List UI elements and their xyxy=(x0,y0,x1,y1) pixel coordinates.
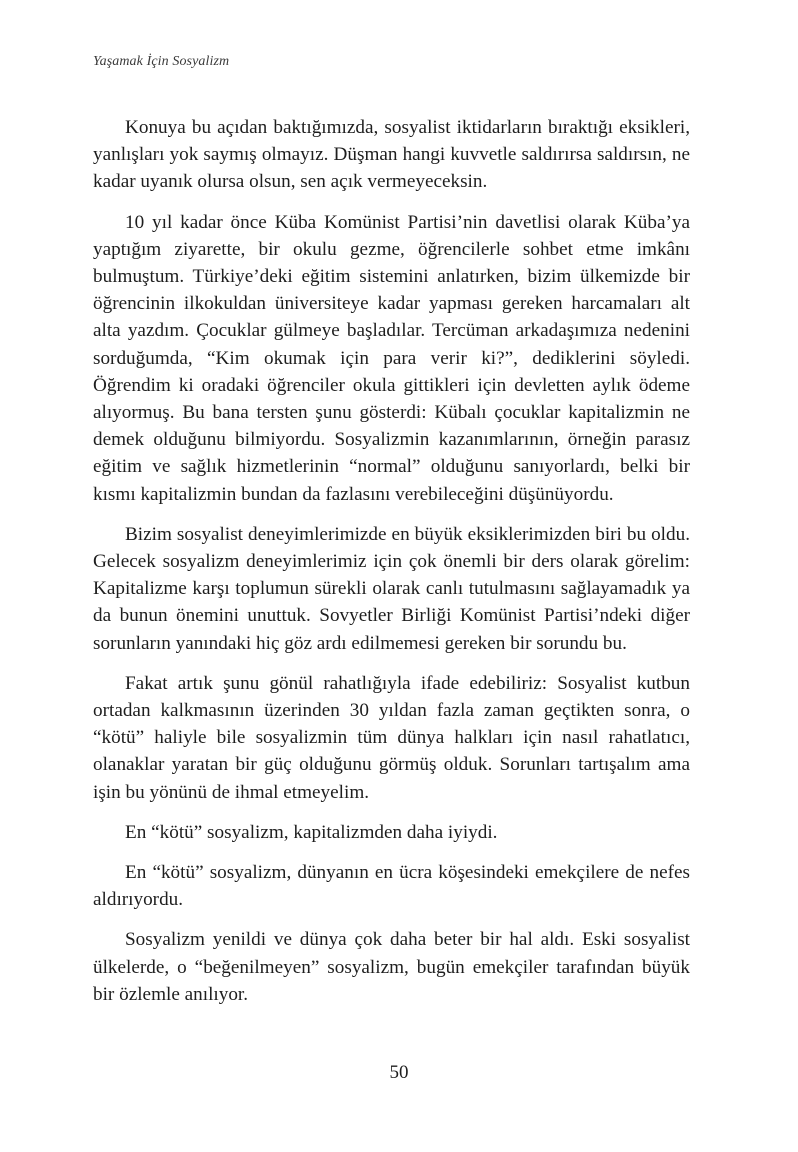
paragraph-7: Sosyalizm yenildi ve dünya çok daha beter bir hal aldı. Eski sosyalist ülkelerde, o “beğenilmeyen” sosyalizm, bugün emekçiler tarafından büyük bir özlemle anılıyor. xyxy=(93,929,690,1005)
paragraph-4: Fakat artık şunu gönül rahatlığıyla ifade edebiliriz: Sosyalist kutbun ortadan kalkmasının üzerinden 30 yıldan fazla zaman geçtikten sonra, o “kötü” haliyle bile sosyalizmin tüm dünya halkları için nasıl rahatlatıcı, olanaklar yaratan bir güç olduğunu görmüş olduk. Sorunları tartışalım ama işin bu yönünü de ihmal etmeyelim. xyxy=(93,672,690,803)
running-header: Yaşamak İçin Sosyalizm xyxy=(93,54,230,69)
page-number: 50 xyxy=(389,1062,409,1083)
paragraph-1: Konuya bu açıdan baktığımızda, sosyalist iktidarların bıraktığı eksikleri, yanlışları yok saymış olmayız. Düşman hangi kuvvetle saldırırsa saldırsın, ne kadar uyanık olursa olsun, sen açık vermeyeceksin. xyxy=(93,117,690,193)
body-text xyxy=(93,114,690,1021)
paragraph-2: 10 yıl kadar önce Küba Komünist Partisi’nin davetlisi olarak Küba’ya yaptığım ziyarette, bir okulu gezme, öğrencilerle sohbet etme imkânı bulmuştum. Türkiye’deki eğitim sistemini anlatırken, bizim ülkemizde bir öğrencinin ilkokuldan üniversiteye kadar yapması gereken harcamaları alt alta yazdım. Çocuklar gülmeye başladılar. Tercüman arkadaşımıza nedenini sorduğumda, “Kim okumak için para verir ki?”, dediklerini söyledi. Öğrendim ki oradaki öğrenciler okula gittikleri için devletten aylık ödeme alıyormuş. Bu bana tersten şunu gösterdi: Kübalı çocuklar kapitalizmin ne demek olduğunu bilmiyordu. Sosyalizmin kazanımlarının, örneğin parasız eğitim ve sağlık hizmetlerinin “normal” olduğunu sanıyorlardı, belki bir kısmı kapitalizmin bundan da fazlasını verebileceğini düşünüyordu. xyxy=(93,211,690,505)
paragraph-5: En “kötü” sosyalizm, kapitalizmden daha iyiydi. xyxy=(125,821,498,843)
paragraph-3: Bizim sosyalist deneyimlerimizde en büyük eksiklerimizden biri bu oldu. Gelecek sosyalizm deneyimlerimiz için çok önemli bir ders olarak görelim: Kapitalizme karşı toplumun sürekli olarak canlı tutulmasını sağlayamadık ya da bunun önemini unuttuk. Sovyetler Birliği Komünist Partisi’ndeki diğer sorunların yanındaki hiç göz ardı edilmemesi gereken bir sorundu bu. xyxy=(93,523,690,654)
paragraph-6: En “kötü” sosyalizm, dünyanın en ücra köşesindeki emekçilere de nefes aldırıyordu. xyxy=(93,862,690,911)
